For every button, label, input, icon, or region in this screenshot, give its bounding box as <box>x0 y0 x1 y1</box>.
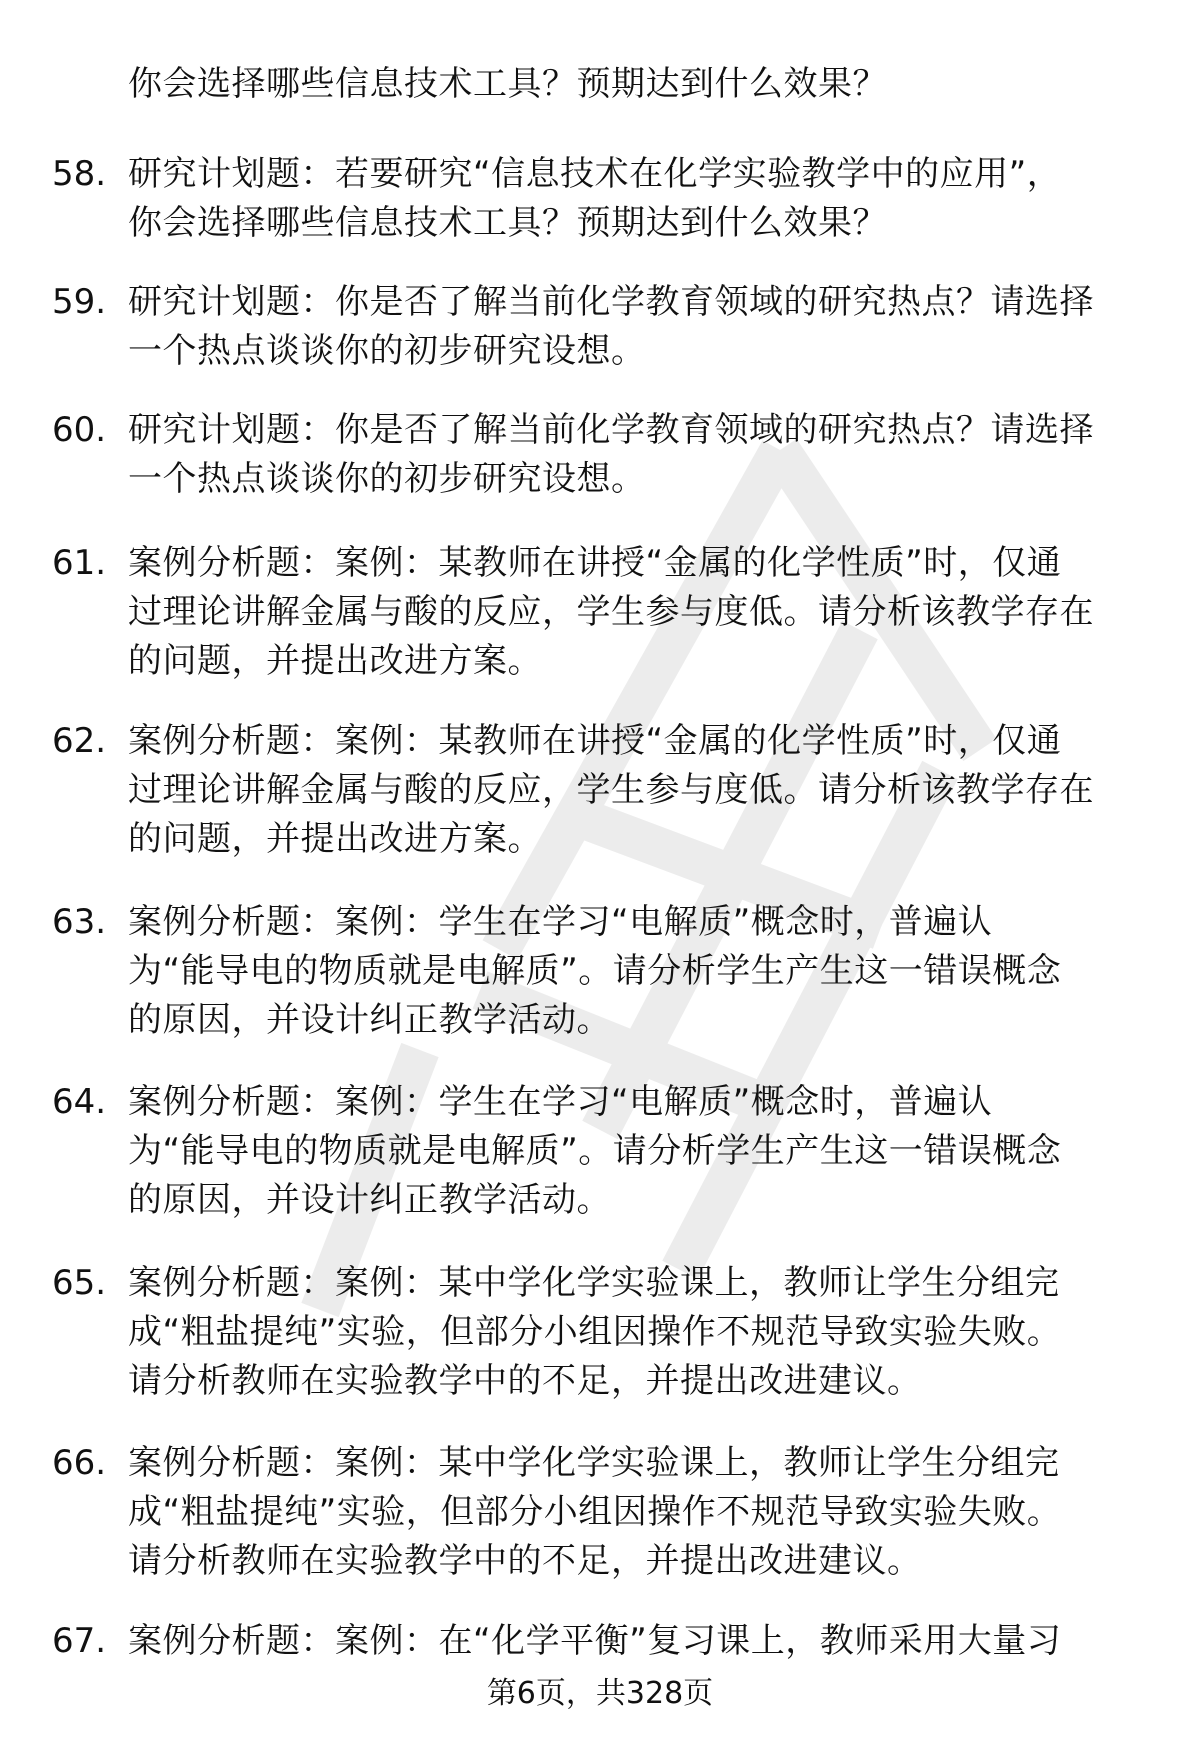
question-text-line: 的原因，并设计纠正教学活动。 <box>128 1180 611 1220</box>
question-text-line: 案例分析题：案例：某中学化学实验课上，教师让学生分组完 <box>128 1263 1060 1303</box>
question-text-line: 研究计划题：若要研究“信息技术在化学实验教学中的应用”， <box>128 154 1062 194</box>
page-number-footer: 第6页，共328页 <box>486 1676 714 1711</box>
question-text-line: 过理论讲解金属与酸的反应，学生参与度低。请分析该教学存在 <box>128 592 1094 632</box>
question-text-line: 过理论讲解金属与酸的反应，学生参与度低。请分析该教学存在 <box>128 770 1094 810</box>
question-text-line: 一个热点谈谈你的初步研究设想。 <box>128 331 646 371</box>
question-text-line: 研究计划题：你是否了解当前化学教育领域的研究热点？请选择 <box>128 282 1094 322</box>
question-number: 61. <box>52 543 107 583</box>
question-number: 66. <box>52 1443 107 1483</box>
question-number: 67. <box>52 1621 107 1661</box>
question-number: 62. <box>52 721 107 761</box>
question-text-line: 案例分析题：案例：学生在学习“电解质”概念时，普遍认 <box>128 1082 993 1122</box>
continuation-line: 你会选择哪些信息技术工具？预期达到什么效果？ <box>128 64 887 104</box>
question-text-line: 的问题，并提出改进方案。 <box>128 641 542 681</box>
question-text-line: 为“能导电的物质就是电解质”。请分析学生产生这一错误概念 <box>128 1131 1062 1171</box>
question-number: 60. <box>52 410 107 450</box>
question-number: 59. <box>52 282 107 322</box>
question-text-line: 案例分析题：案例：某教师在讲授“金属的化学性质”时，仅通 <box>128 721 1062 761</box>
question-text-line: 请分析教师在实验教学中的不足，并提出改进建议。 <box>128 1541 922 1581</box>
question-number: 64. <box>52 1082 107 1122</box>
question-number: 58. <box>52 154 107 194</box>
question-number: 63. <box>52 902 107 942</box>
question-number: 65. <box>52 1263 107 1303</box>
question-text-line: 的问题，并提出改进方案。 <box>128 819 542 859</box>
question-text-line: 案例分析题：案例：学生在学习“电解质”概念时，普遍认 <box>128 902 993 942</box>
question-text-line: 一个热点谈谈你的初步研究设想。 <box>128 459 646 499</box>
question-text-line: 成“粗盐提纯”实验，但部分小组因操作不规范导致实验失败。 <box>128 1312 1062 1352</box>
question-text-line: 请分析教师在实验教学中的不足，并提出改进建议。 <box>128 1361 922 1401</box>
question-text-line: 的原因，并设计纠正教学活动。 <box>128 1000 611 1040</box>
question-text-line: 你会选择哪些信息技术工具？预期达到什么效果？ <box>128 203 887 243</box>
question-text-line: 案例分析题：案例：在“化学平衡”复习课上，教师采用大量习 <box>128 1621 1062 1661</box>
question-text-line: 研究计划题：你是否了解当前化学教育领域的研究热点？请选择 <box>128 410 1094 450</box>
question-text-line: 案例分析题：案例：某教师在讲授“金属的化学性质”时，仅通 <box>128 543 1062 583</box>
question-text-line: 案例分析题：案例：某中学化学实验课上，教师让学生分组完 <box>128 1443 1060 1483</box>
question-text-line: 为“能导电的物质就是电解质”。请分析学生产生这一错误概念 <box>128 951 1062 991</box>
question-text-line: 成“粗盐提纯”实验，但部分小组因操作不规范导致实验失败。 <box>128 1492 1062 1532</box>
